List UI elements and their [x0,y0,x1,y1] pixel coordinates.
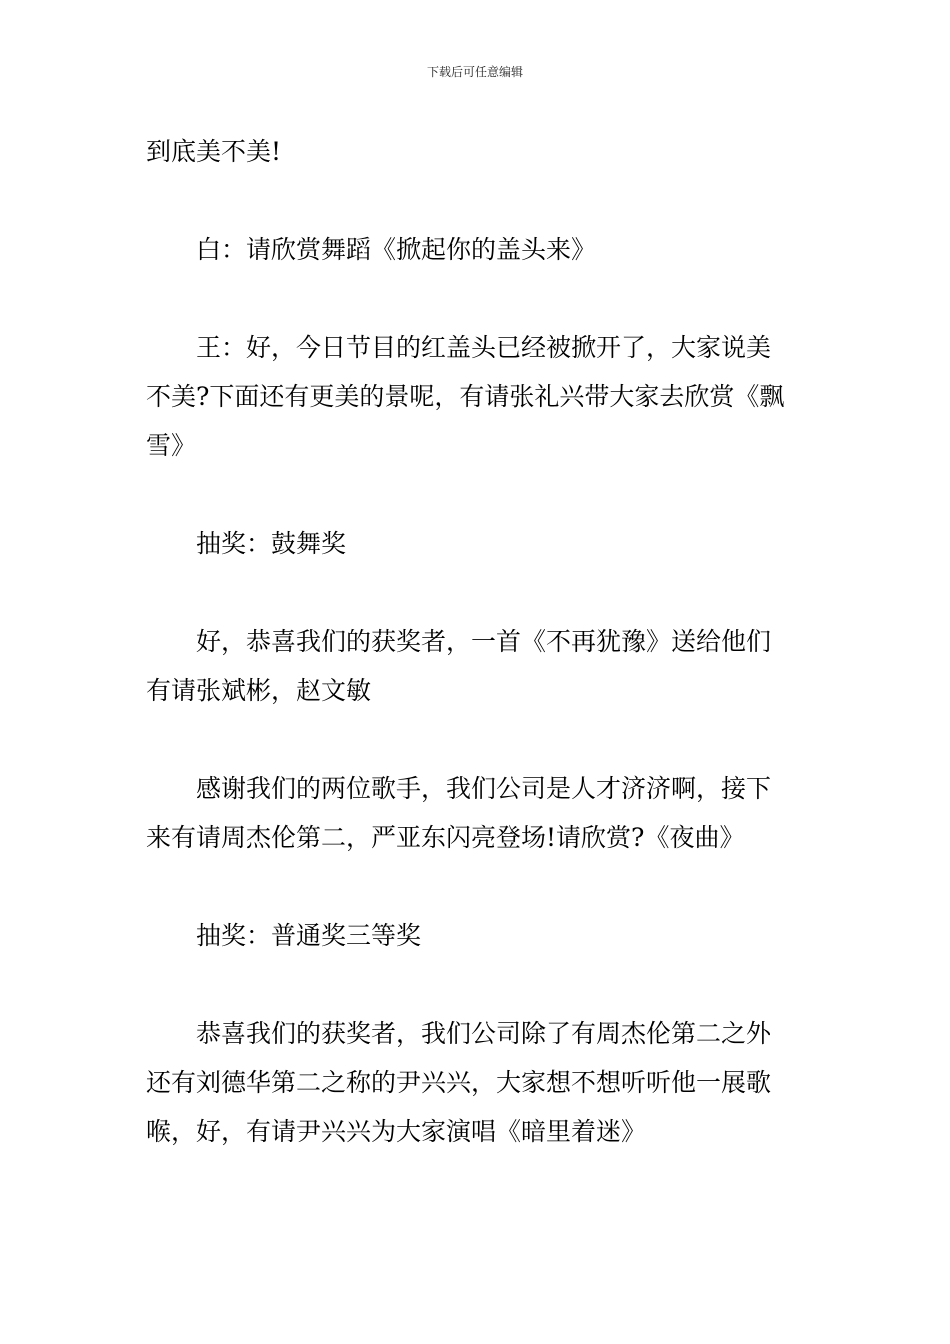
paragraph-line: 雪》 [146,431,197,460]
paragraph [146,911,808,960]
paragraph [146,225,808,274]
paragraph-line: 好，恭喜我们的获奖者，一首《不再犹豫》送给他们 [196,627,772,656]
paragraph-line: 王：好，今日节目的红盖头已经被掀开了，大家说美 [196,333,772,362]
paragraph-line: 恭喜我们的获奖者，我们公司除了有周杰伦第二之外 [196,1019,772,1048]
paragraph [146,127,808,176]
paragraph [146,764,808,862]
paragraph [146,519,808,568]
paragraph-line: 抽奖：鼓舞奖 [196,529,347,558]
paragraph-line: 白：请欣赏舞蹈《掀起你的盖头来》 [196,235,597,264]
paragraph-line: 来有请周杰伦第二，严亚东闪亮登场!请欣赏?《夜曲》 [146,823,745,852]
paragraph [146,1009,808,1156]
paragraph-line: 到底美不美! [146,137,282,166]
paragraph-line: 喉，好，有请尹兴兴为大家演唱《暗里着迷》 [146,1117,647,1146]
page-header: 下载后可任意编辑 [426,65,523,79]
paragraph [146,323,808,470]
paragraph-line: 有请张斌彬，赵文敏 [146,676,372,705]
paragraph-line: 不美?下面还有更美的景呢，有请张礼兴带大家去欣赏《飘 [146,382,785,411]
paragraph-line: 抽奖：普通奖三等奖 [196,921,422,950]
paragraph-line: 还有刘德华第二之称的尹兴兴，大家想不想听听他一展歌 [146,1068,772,1097]
paragraph-line: 感谢我们的两位歌手，我们公司是人才济济啊，接下 [196,774,772,803]
document-body [146,127,808,1205]
paragraph [146,617,808,715]
